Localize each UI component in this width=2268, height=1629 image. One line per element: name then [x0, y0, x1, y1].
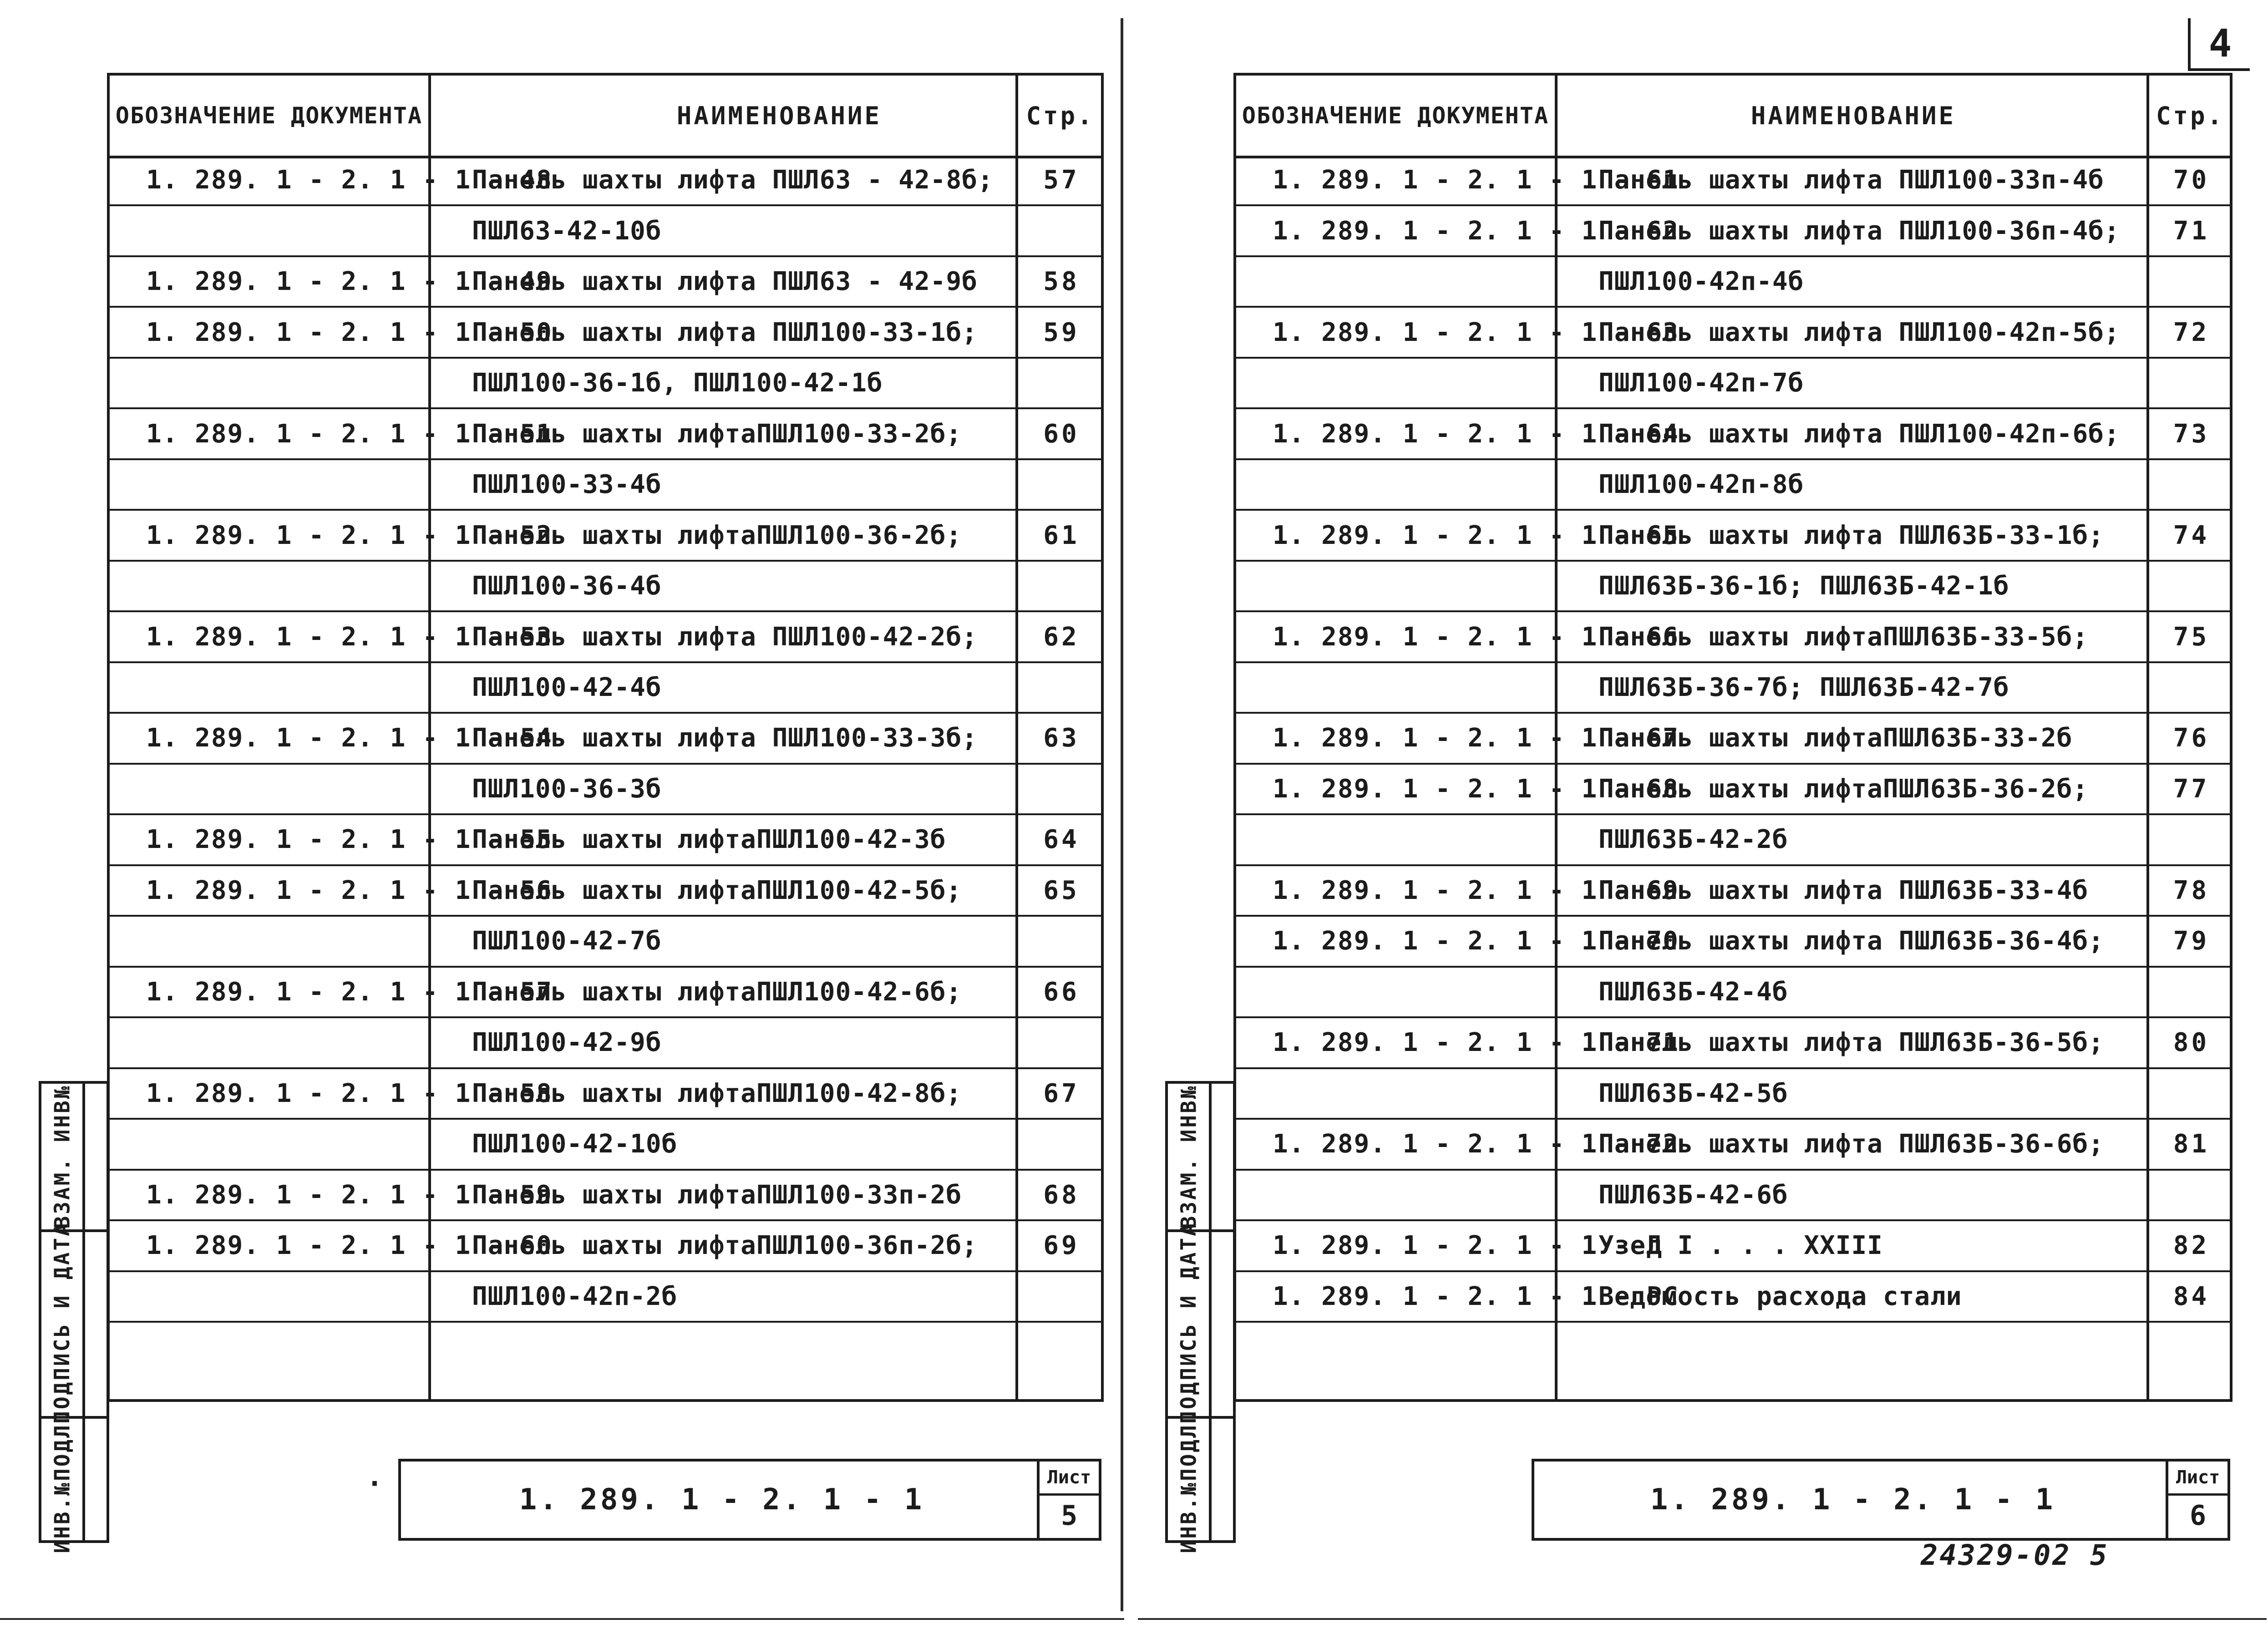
item-name-cell: Панель шахты лифта ПШЛ100-33-3б;	[472, 723, 978, 753]
document-code-cell: 1. 289. 1 - 2. 1 - 1 - 53	[146, 622, 553, 652]
item-name-cell: Панель шахты лифтаПШЛ63Б-33-5б;	[1598, 622, 2089, 652]
document-code-cell	[110, 663, 465, 712]
page-number-cell: 82	[2173, 1231, 2210, 1261]
page-number-cell: 69	[1043, 1231, 1080, 1261]
document-code-cell: 1. 289. 1 - 2. 1 - 1 - 54	[146, 723, 553, 753]
document-code-cell: 1. 289. 1 - 2. 1 - 1 - 72	[1273, 1129, 1679, 1159]
page-number-cell: 78	[2173, 875, 2210, 905]
page-number-cell: 72	[2173, 317, 2210, 347]
table-row	[110, 156, 1101, 206]
item-name-cell: ПШЛ100-42-7б	[472, 926, 662, 956]
document-code-cell: 1. 289. 1 - 2. 1 - 1 - 59	[146, 1180, 553, 1210]
item-name-cell: ПШЛ100-36-3б	[472, 774, 662, 804]
item-name-cell: ПШЛ100-42п-8б	[1598, 470, 1804, 500]
document-code-cell: 1. 289. 1 - 2. 1 - 1 - 64	[1273, 419, 1679, 449]
item-name-cell: ПШЛ100-42п-7б	[1598, 368, 1804, 398]
bottom-edge	[0, 1618, 1124, 1620]
page-number-cell	[2149, 968, 2233, 1016]
table-row-continuation	[110, 765, 1101, 815]
sheet-number: 5	[1060, 1500, 1078, 1532]
table-row	[1236, 156, 2230, 206]
contents-table-right	[1233, 73, 2232, 1402]
page-number-cell	[2149, 359, 2233, 407]
title-block-left	[398, 1459, 1101, 1541]
header-designation: ОБОЗНАЧЕНИЕ ДОКУМЕНТА	[115, 102, 423, 129]
document-code-cell: 1. 289. 1 - 2. 1 - 1 - 69	[1273, 875, 1679, 905]
table-row-continuation	[1236, 1069, 2230, 1120]
document-code-cell	[110, 562, 465, 610]
table-row-continuation	[1236, 1171, 2230, 1221]
table-row	[110, 612, 1101, 663]
table-row-continuation	[1236, 968, 2230, 1018]
document-code-cell	[1236, 460, 1591, 509]
page-number-cell	[2149, 562, 2233, 610]
document-code-cell	[1236, 562, 1591, 610]
document-code-cell: 1. 289. 1 - 2. 1 - 1 - 48	[146, 165, 553, 195]
table-row-continuation	[1236, 562, 2230, 612]
document-code-cell	[110, 765, 465, 813]
table-row-continuation	[110, 460, 1101, 511]
page-number-cell: 58	[1043, 267, 1080, 297]
header-name: НАИМЕНОВАНИЕ	[1750, 101, 1956, 130]
item-name-cell: Панель шахты лифтаПШЛ100-42-6б;	[472, 977, 962, 1007]
document-code-cell	[1236, 257, 1591, 306]
table-row	[110, 1171, 1101, 1221]
page-number-cell: 65	[1043, 875, 1080, 905]
document-code-cell: 1. 289. 1 - 2. 1 - 1 - 71	[1273, 1028, 1679, 1058]
page-number-cell: 76	[2173, 723, 2210, 753]
document-code-cell	[110, 206, 465, 255]
item-name-cell: Панель шахты лифтаПШЛ100-42-5б;	[472, 875, 962, 905]
document-code-cell: 1. 289. 1 - 2. 1 - 1 - 60	[146, 1231, 553, 1261]
table-row	[110, 815, 1101, 866]
item-name-cell: Панель шахты лифта ПШЛ63 - 42-9б	[472, 267, 978, 297]
sidebar-signature-date	[1168, 1222, 1233, 1424]
table-row-continuation	[1236, 663, 2230, 714]
page-number-cell: 80	[2173, 1028, 2210, 1058]
document-code-cell: 1. 289. 1 - 2. 1 - 1 - 66	[1273, 622, 1679, 652]
item-name-cell: ПШЛ63Б-42-5б	[1598, 1078, 1788, 1108]
document-code-cell: 1. 289. 1 - 2. 1 - 1 - 57	[146, 977, 553, 1007]
item-name-cell: ПШЛ63Б-36-1б; ПШЛ63Б-42-1б	[1598, 571, 2009, 601]
document-code: 1. 289. 1 - 2. 1 - 1	[1650, 1483, 2056, 1517]
page-number-cell	[2149, 257, 2233, 306]
table-row	[110, 1069, 1101, 1120]
table-row	[110, 1221, 1101, 1272]
sidebar-signature-date	[41, 1222, 107, 1424]
item-name-cell: ПШЛ63Б-42-6б	[1598, 1180, 1788, 1210]
item-name-cell: ПШЛ100-42п-4б	[1598, 267, 1804, 297]
item-name-cell: Панель шахты лифта ПШЛ100-42п-6б;	[1598, 419, 2120, 449]
document-code-cell: 1. 289. 1 - 2. 1 - 1 - 58	[146, 1078, 553, 1108]
table-row	[110, 409, 1101, 460]
page-number-cell: 63	[1043, 723, 1080, 753]
table-row-continuation	[1236, 460, 2230, 511]
page-number-cell	[1018, 1120, 1105, 1168]
table-row	[110, 866, 1101, 917]
page-number-cell: 64	[1043, 825, 1080, 855]
page-number-cell: 57	[1043, 165, 1080, 195]
page-number-cell	[2149, 1171, 2233, 1219]
item-name-cell: Панель шахты лифтаПШЛ100-42-3б	[472, 825, 946, 855]
item-name-cell: Панель шахты лифтаПШЛ100-42-8б;	[472, 1078, 962, 1108]
item-name-cell: Панель шахты лифта ПШЛ100-36п-4б;	[1598, 216, 2120, 246]
item-name-cell: Панель шахты лифта ПШЛ100-33п-4б	[1598, 165, 2104, 195]
page-number-cell: 61	[1043, 520, 1080, 550]
document-code-cell	[110, 1272, 465, 1321]
page-number-cell: 68	[1043, 1180, 1080, 1210]
item-name-cell: ПШЛ63Б-36-7б; ПШЛ63Б-42-7б	[1598, 673, 2009, 703]
table-row	[1236, 511, 2230, 561]
page-number-cell: 59	[1043, 317, 1080, 347]
page-number-cell: 84	[2173, 1281, 2210, 1311]
header-page: Стр.	[2156, 101, 2225, 130]
page-number-cell: 79	[2173, 926, 2210, 956]
table-row-continuation	[110, 663, 1101, 714]
item-name-cell: Панель шахты лифта ПШЛ63 - 42-8б;	[472, 165, 994, 195]
approval-sidebar-right	[1165, 1081, 1236, 1553]
document-code-cell: 1. 289. 1 - 2. 1 - 1 - 56	[146, 875, 553, 905]
document-code-cell: 1. 289. 1 - 2. 1 - 1 - 49	[146, 267, 553, 297]
item-name-cell: Панель шахты лифта ПШЛ100-42-2б;	[472, 622, 978, 652]
document-code-cell	[110, 1018, 465, 1067]
document-code-cell: 1. 289. 1 - 2. 1 - 1 - 68	[1273, 774, 1679, 804]
sidebar-replacement-inv	[1168, 1084, 1233, 1232]
item-name-cell: ПШЛ100-42-9б	[472, 1028, 662, 1058]
item-name-cell: ПШЛ100-33-4б	[472, 470, 662, 500]
inventory-number: 24329-02 5	[1921, 1538, 2109, 1572]
bottom-edge	[1138, 1618, 2267, 1620]
page-number-cell	[1018, 765, 1105, 813]
page-number-cell	[1018, 460, 1105, 509]
table-row	[110, 714, 1101, 764]
item-name-cell: ПШЛ63Б-42-2б	[1598, 825, 1788, 855]
item-name-cell: ПШЛ100-36-1б, ПШЛ100-42-1б	[472, 368, 883, 398]
table-row-continuation	[110, 562, 1101, 612]
document-code-cell	[1236, 663, 1591, 712]
page-number-cell: 70	[2173, 165, 2210, 195]
header-name: НАИМЕНОВАНИЕ	[676, 101, 882, 130]
sheet-label: Лист	[2168, 1462, 2227, 1496]
table-row	[1236, 765, 2230, 815]
item-name-cell: ПШЛ100-42п-2б	[472, 1281, 678, 1311]
page-number-cell	[1018, 1272, 1105, 1321]
item-name-cell: Панель шахты лифтаПШЛ100-33п-2б	[472, 1180, 962, 1210]
page-number-cell: 73	[2173, 419, 2210, 449]
table-row-continuation	[1236, 359, 2230, 409]
item-name-cell: Панель шахты лифта ПШЛ100-42п-5б;	[1598, 317, 2120, 347]
table-row	[1236, 1221, 2230, 1272]
table-row	[1236, 1272, 2230, 1323]
table-row	[1236, 409, 2230, 460]
title-block-right	[1532, 1459, 2230, 1541]
page-number-cell: 77	[2173, 774, 2210, 804]
page-number-cell	[1018, 359, 1105, 407]
page-number-cell: 71	[2173, 216, 2210, 246]
page-number-cell: 66	[1043, 977, 1080, 1007]
document-code-cell: 1. 289. 1 - 2. 1 - 1 - 52	[146, 520, 553, 550]
table-row-continuation	[110, 1018, 1101, 1069]
sidebar-label: ПОДПИСЬ И ДАТА	[50, 1222, 75, 1424]
table-row-continuation	[1236, 257, 2230, 308]
document-code-cell: 1. 289. 1 - 2. 1 - 1 - 55	[146, 825, 553, 855]
page-number-cell	[2149, 1069, 2233, 1118]
table-row	[110, 968, 1101, 1018]
table-header	[110, 76, 1101, 158]
document-code-cell: 1. 289. 1 - 2. 1 - 1 - 50	[146, 317, 553, 347]
right-page	[1129, 0, 2268, 1629]
document-code-cell	[110, 917, 465, 965]
table-row	[1236, 917, 2230, 967]
document-code-cell: 1. 289. 1 - 2. 1 - 1 - 63	[1273, 317, 1679, 347]
item-name-cell: Панель шахты лифтаПШЛ100-33-2б;	[472, 419, 962, 449]
item-name-cell: Панель шахты лифтаПШЛ100-36-2б;	[472, 520, 962, 550]
table-row	[1236, 714, 2230, 764]
table-row-continuation	[110, 917, 1101, 967]
document-code-cell	[110, 1120, 465, 1168]
document-code-cell	[110, 359, 465, 407]
document-code-cell	[1236, 359, 1591, 407]
table-row-continuation	[110, 359, 1101, 409]
item-name-cell: ПШЛ100-42-4б	[472, 673, 662, 703]
approval-sidebar-left	[39, 1081, 109, 1553]
document-code-cell: 1. 289. 1 - 2. 1 - 1 - 67	[1273, 723, 1679, 753]
table-row	[1236, 206, 2230, 257]
table-row	[110, 308, 1101, 358]
table-header	[1236, 76, 2230, 158]
sheet-box	[1037, 1462, 1099, 1538]
item-name-cell: Панель шахты лифтаПШЛ63Б-36-2б;	[1598, 774, 2089, 804]
page-number-cell: 74	[2173, 520, 2210, 550]
table-row-continuation	[110, 206, 1101, 257]
table-row	[1236, 612, 2230, 663]
sidebar-original-inv	[1168, 1409, 1233, 1553]
document-code-cell	[1236, 968, 1591, 1016]
document-code-cell: 1. 289. 1 - 2. 1 - 1 - 61	[1273, 165, 1679, 195]
item-name-cell: ПШЛ100-36-4б	[472, 571, 662, 601]
item-name-cell: ПШЛ63Б-42-4б	[1598, 977, 1788, 1007]
document-code-cell: 1. 289. 1 - 2. 1 - 1 - 70	[1273, 926, 1679, 956]
sidebar-original-inv	[41, 1409, 107, 1553]
table-row	[110, 511, 1101, 561]
page-fold	[1121, 18, 1123, 1611]
item-name-cell: Узел I . . . XXIII	[1598, 1231, 1883, 1261]
table-row	[1236, 866, 2230, 917]
page-number-cell: 75	[2173, 622, 2210, 652]
page-number-cell	[2149, 815, 2233, 864]
document-code-cell	[1236, 1069, 1591, 1118]
page-number-cell	[2149, 663, 2233, 712]
sheet-box	[2166, 1462, 2227, 1538]
table-row	[1236, 1120, 2230, 1170]
table-row-continuation	[110, 1272, 1101, 1323]
document-code-cell: 1. 289. 1 - 2. 1 - 1 - 65	[1273, 520, 1679, 550]
page-number-cell: 62	[1043, 622, 1080, 652]
table-row	[1236, 308, 2230, 358]
item-name-cell: Панель шахты лифта ПШЛ63Б-36-4б;	[1598, 926, 2104, 956]
page-number-cell: 81	[2173, 1129, 2210, 1159]
sheet-number: 6	[2189, 1500, 2207, 1532]
page-number-cell	[1018, 562, 1105, 610]
item-name-cell: Панель шахты лифта ПШЛ63Б-33-4б	[1598, 875, 2089, 905]
page-number-cell	[1018, 917, 1105, 965]
sidebar-label: ИНВ.№ПОДЛ.	[50, 1409, 75, 1553]
item-name-cell: Панель шахты лифта ПШЛ100-33-1б;	[472, 317, 978, 347]
document-code-cell: 1. 289. 1 - 2. 1 - 1 - 51	[146, 419, 553, 449]
item-name-cell: ПШЛ100-42-10б	[472, 1129, 678, 1159]
item-name-cell: Ведомость расхода стали	[1598, 1281, 1962, 1311]
item-name-cell: Панель шахты лифтаПШЛ100-36п-2б;	[472, 1231, 978, 1261]
sheet-label: Лист	[1040, 1462, 1099, 1496]
header-designation: ОБОЗНАЧЕНИЕ ДОКУМЕНТА	[1242, 102, 1549, 129]
page-number-cell	[1018, 1018, 1105, 1067]
sidebar-replacement-inv	[41, 1084, 107, 1232]
page-number-cell	[1018, 663, 1105, 712]
document-code-cell	[1236, 815, 1591, 864]
document-code-cell	[1236, 1171, 1591, 1219]
item-name-cell: Панель шахты лифтаПШЛ63Б-33-2б	[1598, 723, 2073, 753]
left-page	[0, 0, 1129, 1629]
corner-page-number: 4	[2188, 18, 2250, 71]
page-number-cell: 67	[1043, 1078, 1080, 1108]
table-row-continuation	[1236, 815, 2230, 866]
document-code-cell: 1. 289. 1 - 2. 1 - 1 - Д	[1273, 1231, 1663, 1261]
sidebar-label: ВЗАМ. ИНВ№	[50, 1084, 75, 1229]
page-number-cell	[2149, 460, 2233, 509]
stray-mark: ·	[366, 1468, 383, 1500]
table-row	[110, 257, 1101, 308]
sidebar-label: ПОДПИСЬ И ДАТА	[1176, 1222, 1201, 1424]
header-page: Стр.	[1026, 101, 1095, 130]
contents-table-left	[107, 73, 1104, 1402]
item-name-cell: Панель шахты лифта ПШЛ63Б-36-5б;	[1598, 1028, 2104, 1058]
item-name-cell: ПШЛ63-42-10б	[472, 216, 662, 246]
page-number-cell	[1018, 206, 1105, 255]
document-code-cell: 1. 289. 1 - 2. 1 - 1 - РС	[1273, 1281, 1679, 1311]
table-row	[1236, 1018, 2230, 1069]
page-number-cell: 60	[1043, 419, 1080, 449]
sidebar-label: ИНВ.№ПОДЛ.	[1176, 1409, 1201, 1553]
sidebar-label: ВЗАМ. ИНВ№	[1176, 1084, 1201, 1229]
table-row-continuation	[110, 1120, 1101, 1170]
document-code: 1. 289. 1 - 2. 1 - 1	[519, 1483, 925, 1517]
document-code-cell	[110, 460, 465, 509]
item-name-cell: Панель шахты лифта ПШЛ63Б-33-1б;	[1598, 520, 2104, 550]
document-code-cell: 1. 289. 1 - 2. 1 - 1 - 62	[1273, 216, 1679, 246]
item-name-cell: Панель шахты лифта ПШЛ63Б-36-6б;	[1598, 1129, 2104, 1159]
